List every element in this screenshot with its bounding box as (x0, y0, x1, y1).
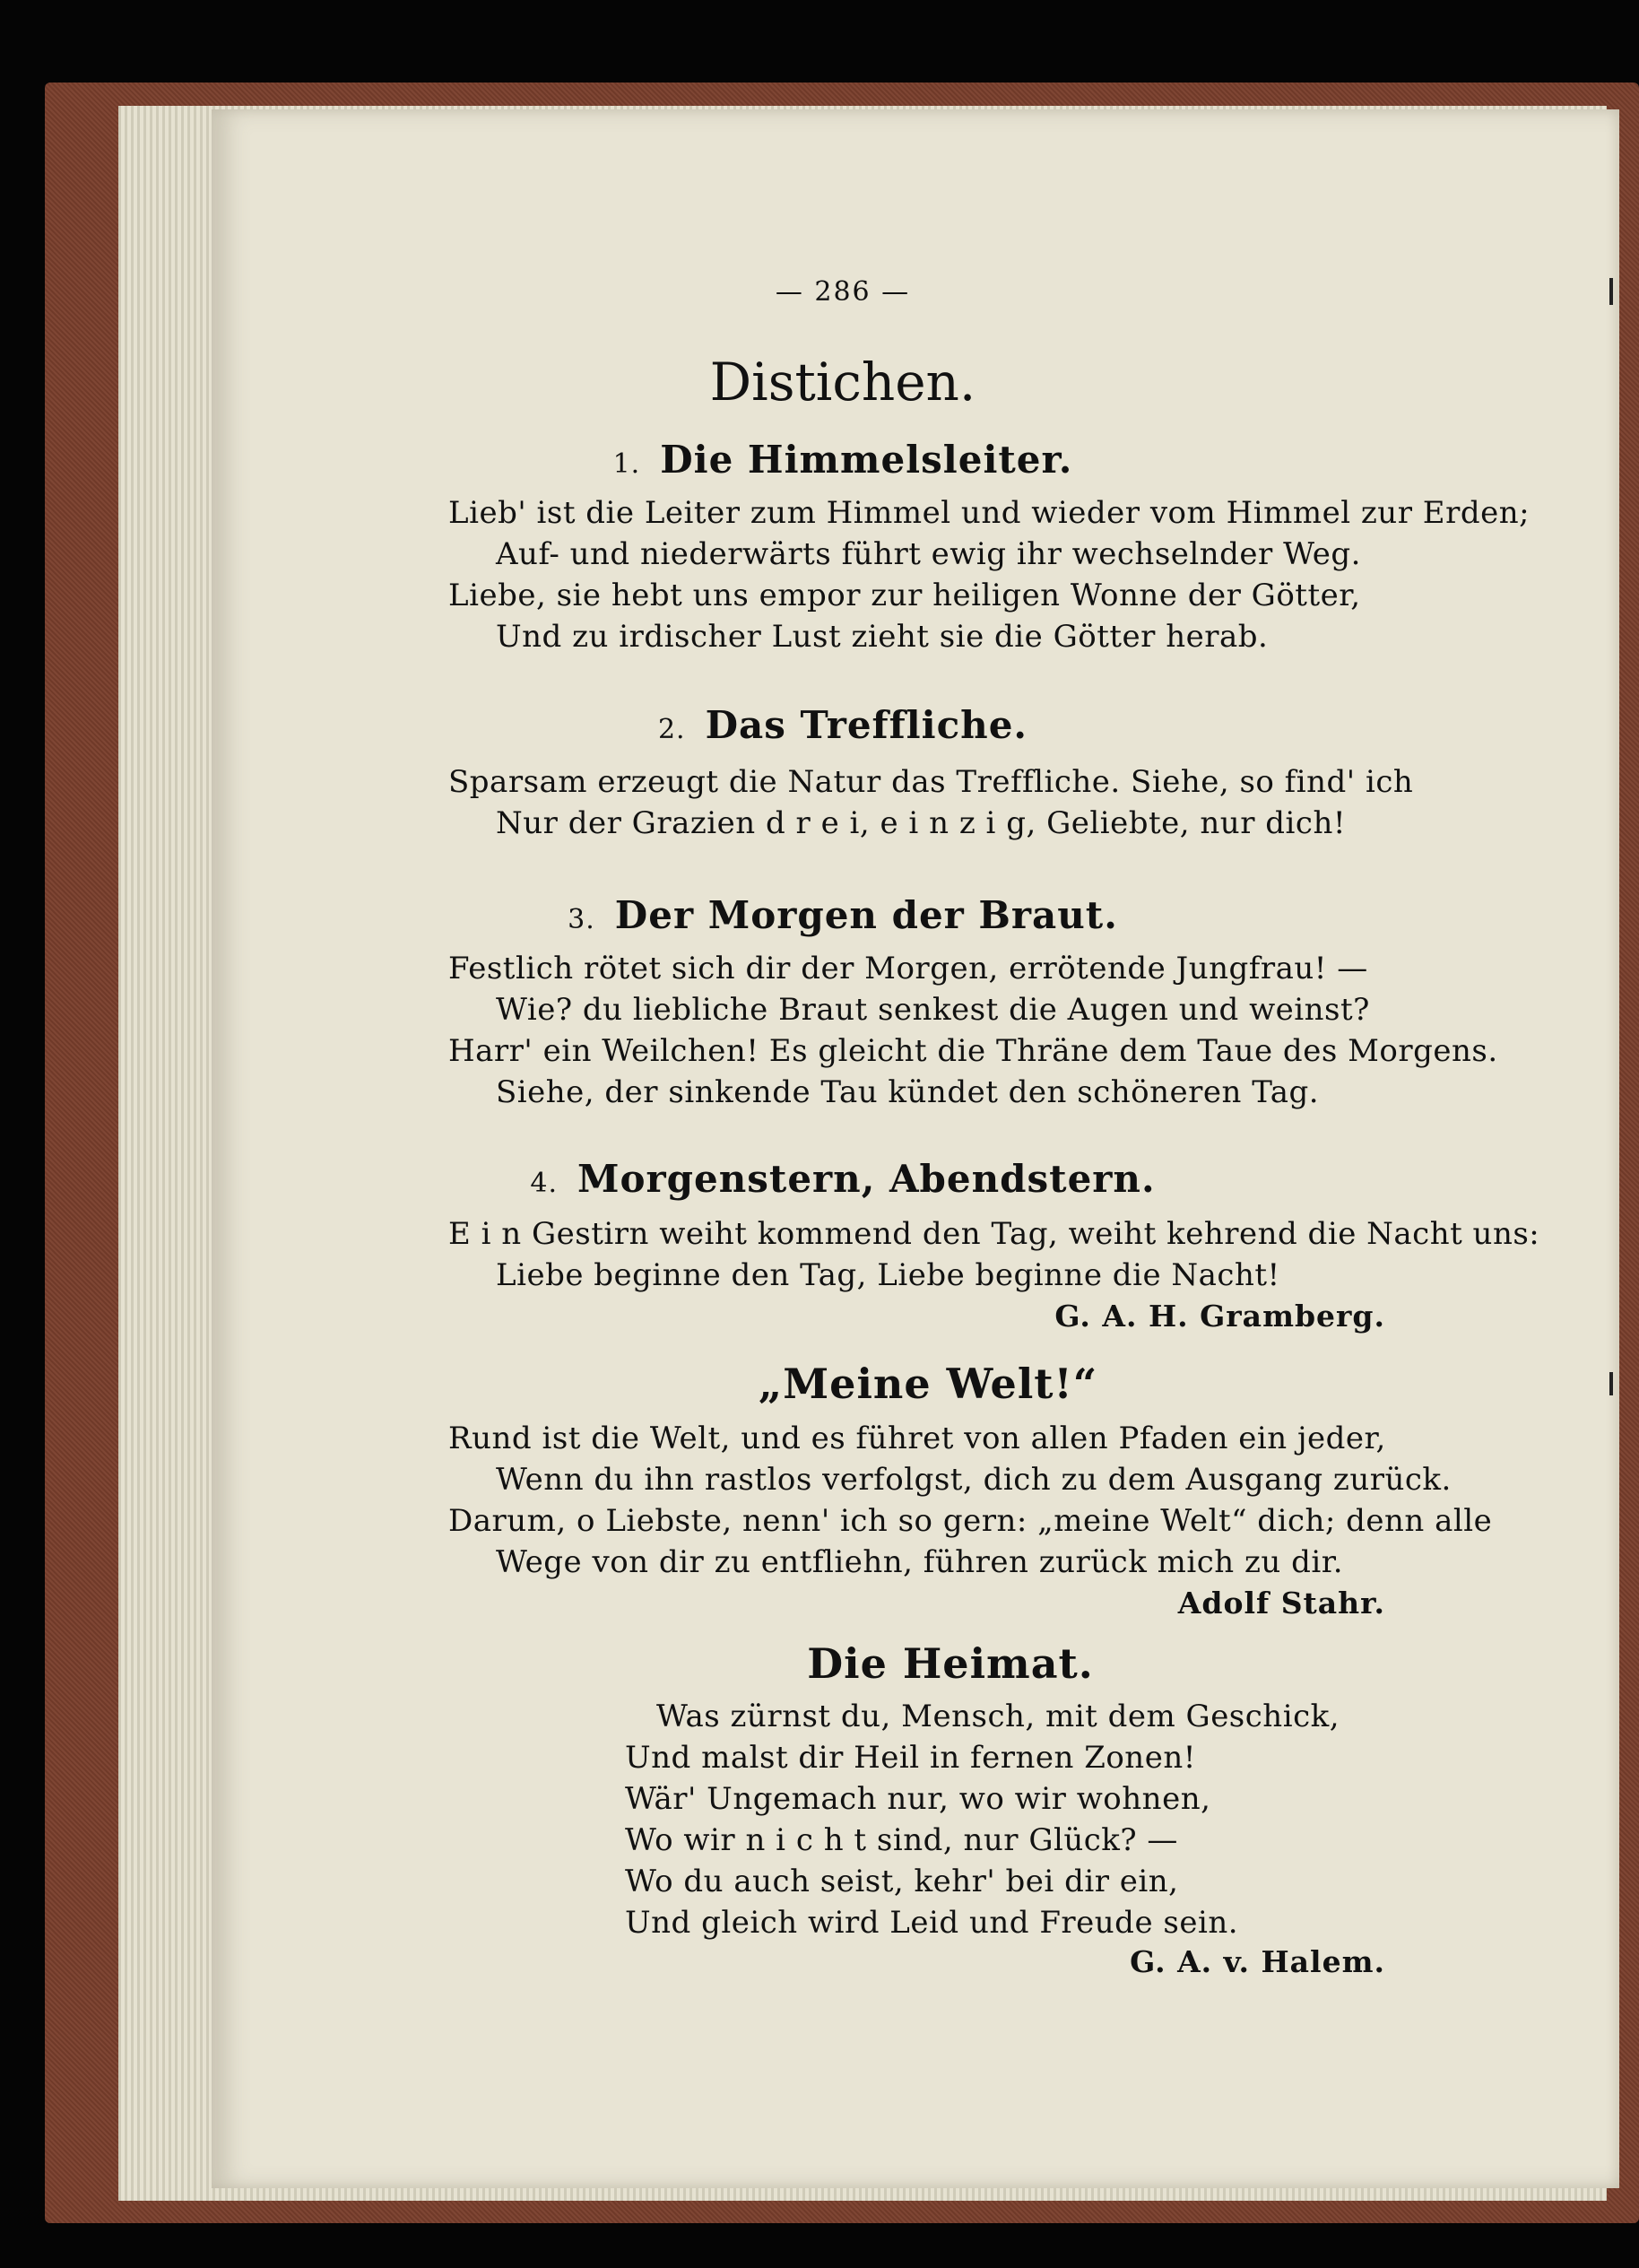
poem-title: Die Himmelsleiter. (660, 438, 1073, 482)
verse-line: Wär' Ungemach nur, wo wir wohnen, (625, 1781, 1211, 1817)
verse-line: Wenn du ihn rastlos verfolgst, dich zu dem Ausgang zurück. (496, 1462, 1452, 1498)
poem-title: „Meine Welt!“ (758, 1360, 1098, 1408)
verse-line: Wie? du liebliche Braut senkest die Augen und weinst? (496, 992, 1370, 1028)
poem-heading (530, 1157, 1155, 1201)
verse-line: Wo wir n i c h t sind, nur Glück? — (625, 1822, 1178, 1858)
verse-line: Und zu irdischer Lust zieht sie die Götter herab. (496, 619, 1269, 655)
page-number: — 286 — (775, 276, 911, 308)
page-edge-mark (1609, 278, 1613, 305)
verse-line: E i n Gestirn weiht kommend den Tag, weiht kehrend die Nacht uns: (448, 1216, 1540, 1252)
verse-line: Liebe beginne den Tag, Liebe beginne die Nacht! (496, 1257, 1280, 1293)
verse-line: Wege von dir zu entfliehn, führen zurück mich zu dir. (496, 1544, 1344, 1580)
poem-title: Die Heimat. (807, 1639, 1094, 1688)
poem-heading (613, 438, 1073, 482)
verse-line: Siehe, der sinkende Tau kündet den schöneren Tag. (496, 1074, 1320, 1110)
poem-heading (568, 893, 1118, 937)
verse-line: Und malst dir Heil in fernen Zonen! (625, 1740, 1196, 1776)
poem-title: Der Morgen der Braut. (614, 893, 1118, 937)
poem-number: 1. (612, 448, 641, 480)
verse-line: Liebe, sie hebt uns empor zur heiligen Wonne der Götter, (448, 578, 1361, 613)
poem-number: 2. (657, 714, 686, 745)
verse-line: Rund ist die Welt, und es führet von allen Pfaden ein jeder, (448, 1421, 1386, 1456)
verse-line: Lieb' ist die Leiter zum Himmel und wieder vom Himmel zur Erden; (448, 495, 1531, 531)
poem-heading (658, 703, 1028, 747)
poem-title: Morgenstern, Abendstern. (577, 1157, 1156, 1201)
verse-line: Nur der Grazien d r e i, e i n z i g, Geliebte, nur dich! (496, 805, 1347, 841)
verse-line: Auf- und niederwärts führt ewig ihr wechselnder Weg. (496, 536, 1361, 572)
verse-line: Festlich rötet sich dir der Morgen, errötende Jungfrau! — (448, 951, 1368, 986)
verse-line: Sparsam erzeugt die Natur das Treffliche. Siehe, so find' ich (448, 764, 1414, 800)
poem-number: 3. (568, 904, 595, 935)
verse-line: Darum, o Liebste, nenn' ich so gern: „meine Welt“ dich; denn alle (448, 1503, 1493, 1539)
verse-line: Und gleich wird Leid und Freude sein. (625, 1905, 1239, 1941)
author-signature: G. A. H. Gramberg. (1054, 1299, 1385, 1334)
verse-line: Wo du auch seist, kehr' bei dir ein, (625, 1864, 1179, 1899)
poem-title: Das Treffliche. (705, 703, 1028, 747)
page-edge-mark (1609, 1372, 1613, 1395)
author-signature: Adolf Stahr. (1177, 1586, 1385, 1621)
author-signature: G. A. v. Halem. (1130, 1944, 1385, 1979)
poem-number: 4. (530, 1168, 559, 1199)
chapter-title: Distichen. (709, 352, 976, 413)
verse-line: Was zürnst du, Mensch, mit dem Geschick, (656, 1699, 1340, 1734)
verse-line: Harr' ein Weilchen! Es gleicht die Thräne dem Taue des Morgens. (448, 1033, 1498, 1069)
